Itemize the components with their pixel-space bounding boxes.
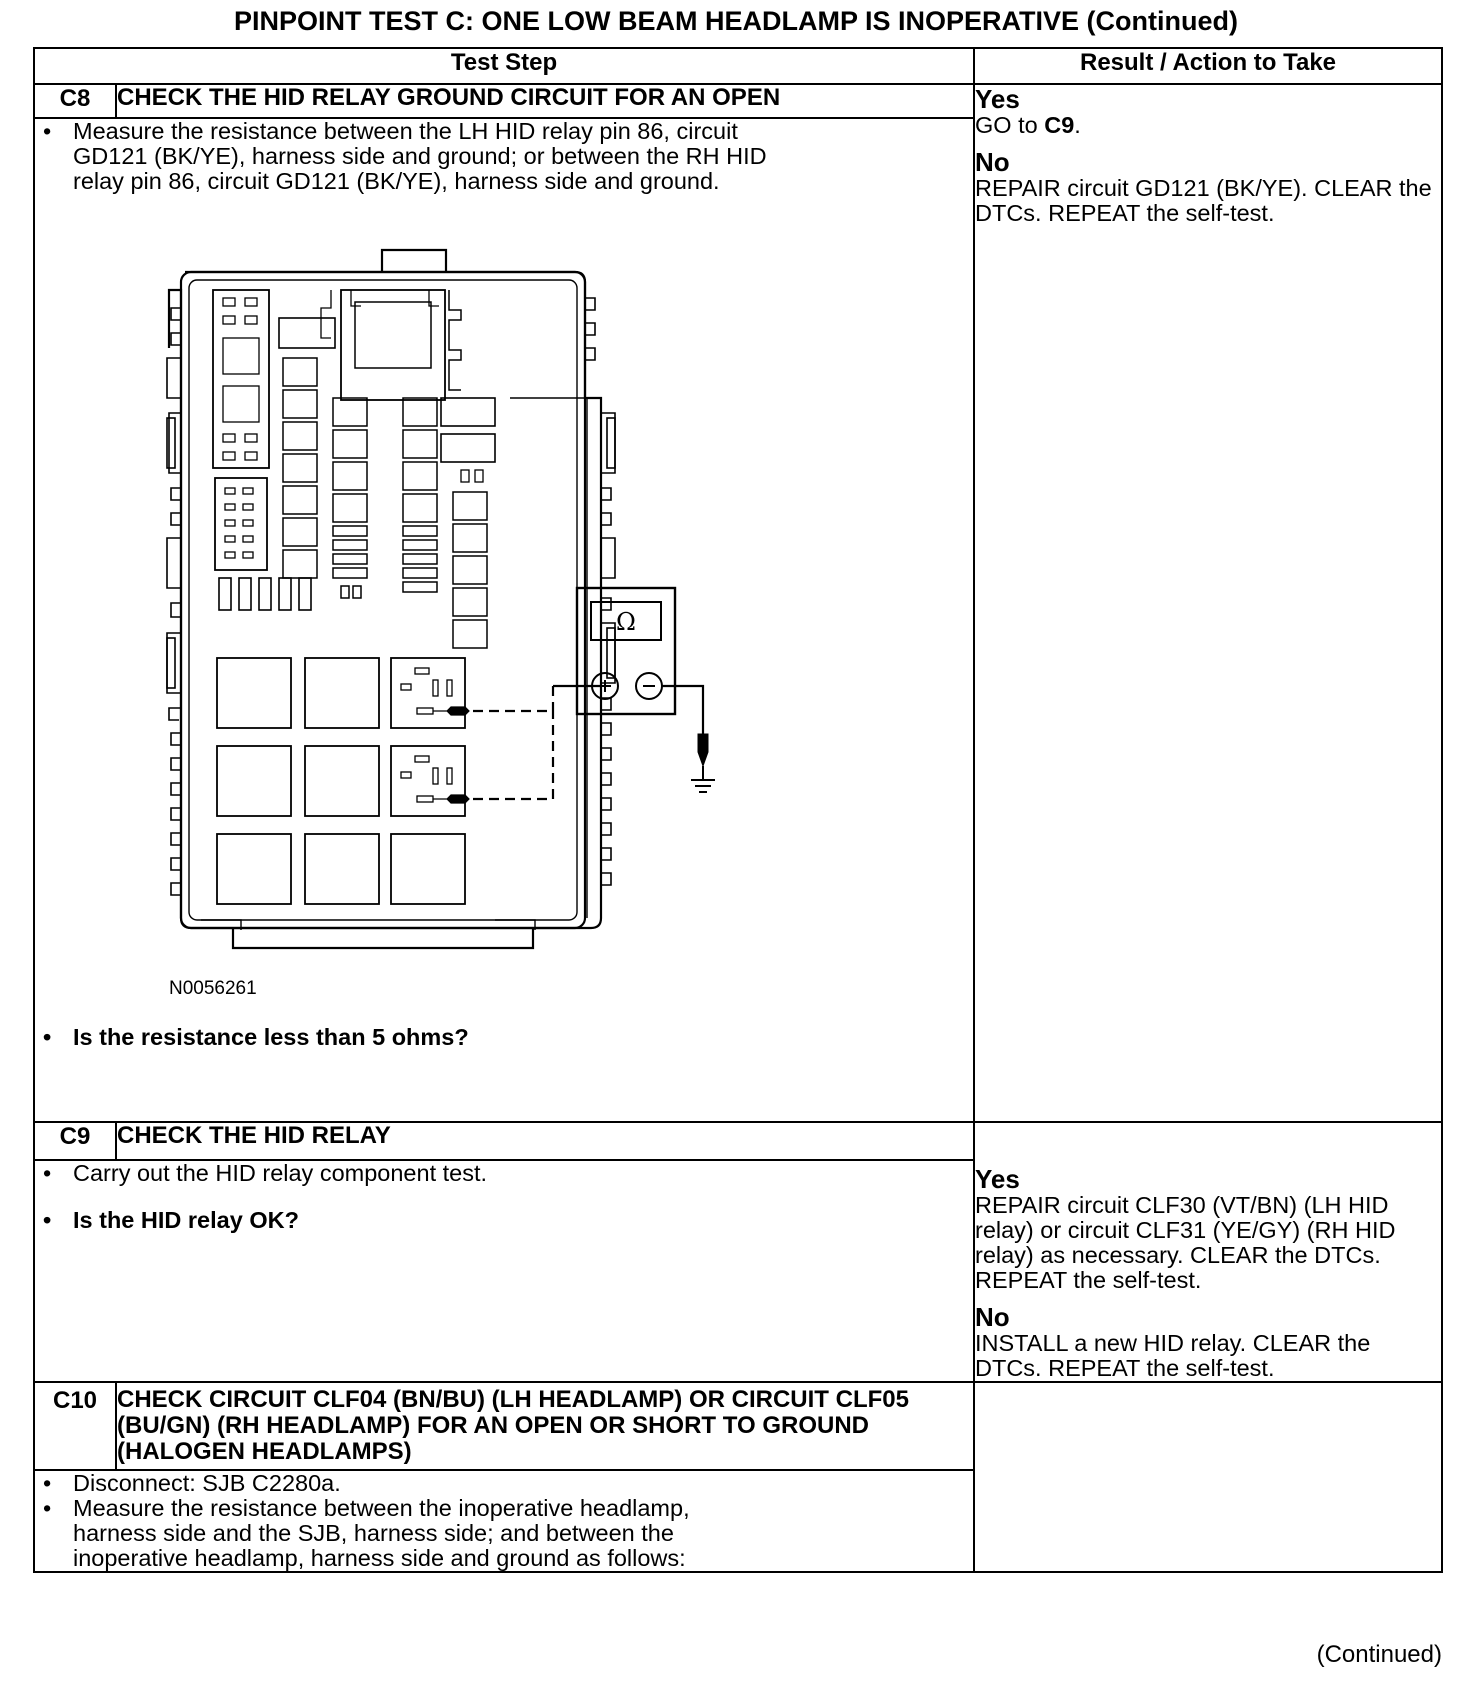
ohmmeter [577,588,703,748]
no-block [975,148,1441,226]
step-c10-instructions [35,1471,973,1571]
instruction-item: • Measure the resistance between the inoperative headlamp, harness side and the SJB, harness side; and between the inoperative headlamp, harness side and ground as follows: [35,1496,773,1571]
fuse-column-2 [333,398,367,598]
fuse-column-3 [403,398,437,592]
step-c10-result [974,1382,1442,1572]
rh-hid-relay [391,746,465,816]
fuse-column-1 [283,358,317,578]
no-label: No [975,1302,1010,1332]
step-code: C8 [34,84,116,118]
yes-label: Yes [975,1164,1020,1194]
instruction-item: • Carry out the HID relay component test. [35,1161,973,1186]
step-c10-body [34,1470,974,1572]
step-c9-body [34,1160,974,1382]
yes-block [975,85,1441,138]
step-title: CHECK CIRCUIT CLF04 (BN/BU) (LH HEADLAMP) OR CIRCUIT CLF05 (BU/GN) (RH HEADLAMP) FOR AN OPEN OR SHORT TO GROUND (HALOGEN HEADLAMPS) [116,1382,974,1470]
step-c8-title-row [34,84,1442,118]
step-c8-question-list [35,1025,973,1050]
step-title: CHECK THE HID RELAY GROUND CIRCUIT FOR AN OPEN [116,84,974,118]
pinpoint-test-table [33,47,1443,1573]
question-item: • Is the HID relay OK? [35,1208,973,1233]
result-header: Result / Action to Take [974,48,1442,84]
no-action: INSTALL a new HID relay. CLEAR the DTCs. REPEAT the self-test. [975,1330,1371,1381]
page-title: PINPOINT TEST C: ONE LOW BEAM HEADLAMP IS INOPERATIVE (Continued) [234,6,1238,36]
yes-action: REPAIR circuit CLF30 (VT/BN) (LH HID relay) or circuit CLF31 (YE/GY) (RH HID relay) as necessary. CLEAR the DTCs. REPEAT the self-test. [975,1192,1396,1293]
lh-hid-relay [391,658,465,728]
housing-body [181,272,585,928]
step-c9-result [974,1122,1442,1382]
no-action: REPAIR circuit GD121 (BK/YE). CLEAR the DTCs. REPEAT the self-test. [975,175,1432,226]
step-title: CHECK THE HID RELAY [116,1122,974,1160]
step-c8-body [34,118,974,1122]
step-c10-title-row [34,1382,1442,1470]
step-code: C10 [34,1382,116,1470]
no-label: No [975,147,1010,177]
continued-label: (Continued) [1316,1641,1442,1668]
large-relays [217,658,465,904]
table-header-row [34,48,1442,84]
question-item: • Is the resistance less than 5 ohms? [35,1025,973,1050]
instruction-item: • Disconnect: SJB C2280a. [35,1471,973,1496]
ground-icon [691,734,715,792]
step-c8-instructions [35,119,973,194]
step-c9-instructions [35,1161,973,1233]
yes-block [975,1165,1441,1293]
yes-action-post: . [1074,112,1081,138]
step-c8-result [974,84,1442,1122]
yes-action-pre: GO to [975,112,1045,138]
sjb-diagram [155,238,775,968]
left-ribs [167,308,181,895]
figure-id: N0056261 [169,978,257,999]
step-code: C9 [34,1122,116,1160]
step-c9-title-row [34,1122,1442,1160]
yes-label: Yes [975,84,1020,114]
top-tab [382,250,446,272]
housing-outline [169,272,601,928]
test-step-header: Test Step [34,48,974,84]
ohm-symbol: Ω [616,608,636,636]
bottom-tab [233,928,533,948]
no-block [975,1303,1441,1381]
yes-action-ref: C9 [1044,112,1075,138]
fuse-column-4 [453,492,487,648]
instruction-item: • Measure the resistance between the LH HID relay pin 86, circuit GD121 (BK/YE), harness side and ground; or between the RH HID relay pin 86, circuit GD121 (BK/YE), harness side and ground. [35,119,803,194]
test-probes [433,686,601,803]
